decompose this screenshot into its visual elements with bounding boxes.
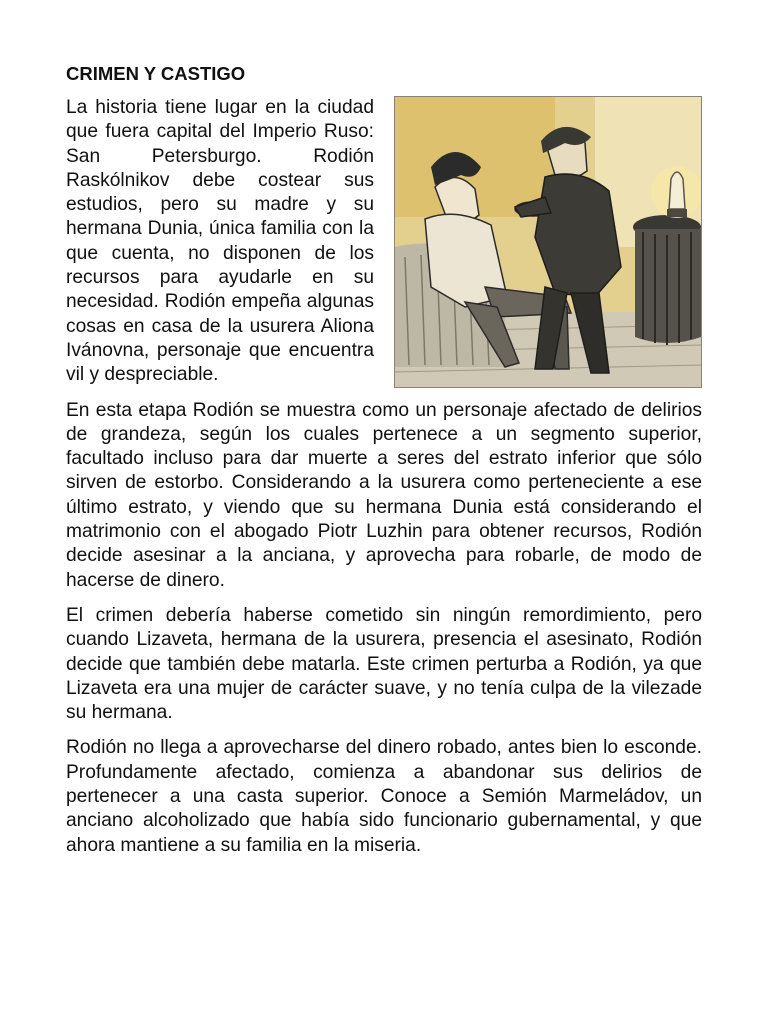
document-title: CRIMEN Y CASTIGO bbox=[66, 63, 246, 84]
paragraph-3: El crimen debería haberse cometido sin ningún remordimiento, pero cuando Lizaveta, hermana de la usurera, presencia el asesinato, Rodión decide que también debe matarla. Este crimen perturba a Rodión, ya que Lizaveta era una mujer de carácter suave, y no tenía culpa de la vilezade su hermana. bbox=[66, 604, 702, 724]
paragraph-2: En esta etapa Rodión se muestra como un personaje afectado de delirios de grandeza, según los cuales pertenece a un segmento superior, facultado incluso para dar muerte a seres del estrato inferior que sólo sirven de estorbo. Considerando a la usurera como perteneciente a ese último estrato, y viendo que su hermana Dunia está considerando el matrimonio con el abogado Piotr Luzhin para obtener recursos, Rodión decide asesinar a la anciana, y aprovecha para robarle, de modo de hacerse de dinero. bbox=[66, 399, 702, 591]
paragraph-4: Rodión no llega a aprovecharse del dinero robado, antes bien lo esconde. Profundamente afectado, comienza a abandonar sus delirios de pertenecer a una casta superior. Conoce a Semión Marmeládov, un anciano alcoholizado que había sido funcionario gubernamental, y que ahora mantiene a su familia en la miseria. bbox=[66, 737, 702, 856]
paragraph-1 bbox=[66, 96, 702, 388]
document-page bbox=[66, 62, 702, 869]
paragraph-1-text: La historia tiene lugar en la ciudad que fuera capital del Imperio Ruso: San Petersburgo. Rodión Raskólnikov debe costear sus estudios, pero su madre y su hermana Dunia, única familia con la que cuenta, no disponen de los recursos para ayudarle en su necesidad. Rodión empeña algunas cosas en casa de la usurera Aliona Ivánovna, personaje que encuentra vil y despreciable. bbox=[66, 97, 374, 386]
illustration-image bbox=[394, 96, 702, 388]
illustration-drawing bbox=[395, 97, 701, 387]
